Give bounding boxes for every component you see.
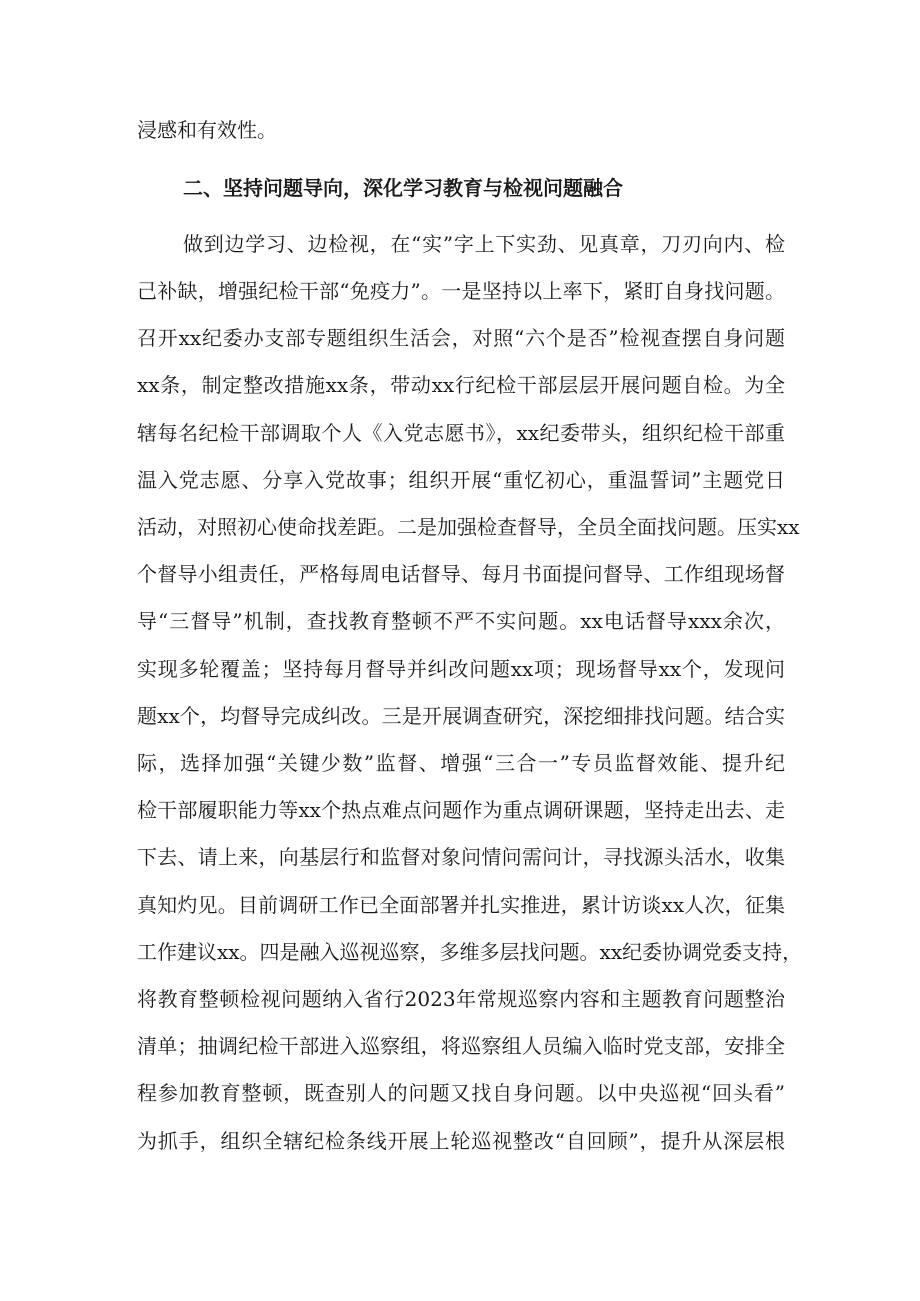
- paragraph-line: 将教育整顿检视问题纳入省行2023年常规巡察内容和主题教育问题整治: [137, 987, 785, 1011]
- paragraph-line: 个督导小组责任，严格每周电话督导、每月书面提问督导、工作组现场督: [137, 562, 785, 586]
- paragraph-line: 下去、请上来，向基层行和监督对象问情问需问计，寻找源头活水，收集: [137, 845, 785, 869]
- paragraph-line: 辖每名纪检干部调取个人《入党志愿书》，xx纪委带头，组织纪检干部重: [137, 421, 785, 445]
- paragraph-line: 检干部履职能力等xx个热点难点问题作为重点调研课题，坚持走出去、走: [137, 798, 785, 822]
- paragraph-line: 清单；抽调纪检干部进入巡察组，将巡察组人员编入临时党支部，安排全: [137, 1034, 785, 1058]
- paragraph-line: 活动，对照初心使命找差距。二是加强检查督导，全员全面找问题。压实xx: [137, 515, 800, 539]
- paragraph-line: 际，选择加强“关键少数”监督、增强“三合一”专员监督效能、提升纪: [137, 751, 785, 775]
- paragraph-line: xx条，制定整改措施xx条，带动xx行纪检干部层层开展问题自检。为全: [137, 373, 785, 397]
- paragraph-line: 己补缺，增强纪检干部“免疫力”。一是坚持以上率下，紧盯自身找问题。: [137, 279, 785, 303]
- paragraph-line: 工作建议xx。四是融入巡视巡察，多维多层找问题。xx纪委协调党委支持，: [137, 940, 803, 964]
- continuation-line: 浸感和有效性。: [137, 118, 277, 142]
- paragraph-line: 为抓手，组织全辖纪检条线开展上轮巡视整改“自回顾”，提升从深层根: [137, 1129, 785, 1153]
- paragraph-line: 题xx个，均督导完成纠改。三是开展调查研究，深挖细排找问题。结合实: [137, 704, 785, 728]
- paragraph-line: 召开xx纪委办支部专题组织生活会，对照“六个是否”检视查摆自身问题: [137, 326, 785, 350]
- section-heading: 二、坚持问题导向，深化学习教育与检视问题融合: [183, 176, 623, 200]
- paragraph-line: 真知灼见。目前调研工作已全面部署并扎实推进，累计访谈xx人次，征集: [137, 893, 785, 917]
- paragraph-line: 做到边学习、边检视，在“实”字上下实劲、见真章，刀刃向内、检: [183, 232, 785, 256]
- paragraph-line: 导“三督导”机制，查找教育整顿不严不实问题。xx电话督导xxx余次，: [137, 609, 785, 633]
- paragraph-line: 实现多轮覆盖；坚持每月督导并纠改问题xx项；现场督导xx个，发现问: [137, 657, 785, 681]
- paragraph-line: 程参加教育整顿，既查别人的问题又找自身问题。以中央巡视“回头看”: [137, 1081, 785, 1105]
- paragraph-line: 温入党志愿、分享入党故事；组织开展“重忆初心，重温誓词”主题党日: [137, 468, 785, 492]
